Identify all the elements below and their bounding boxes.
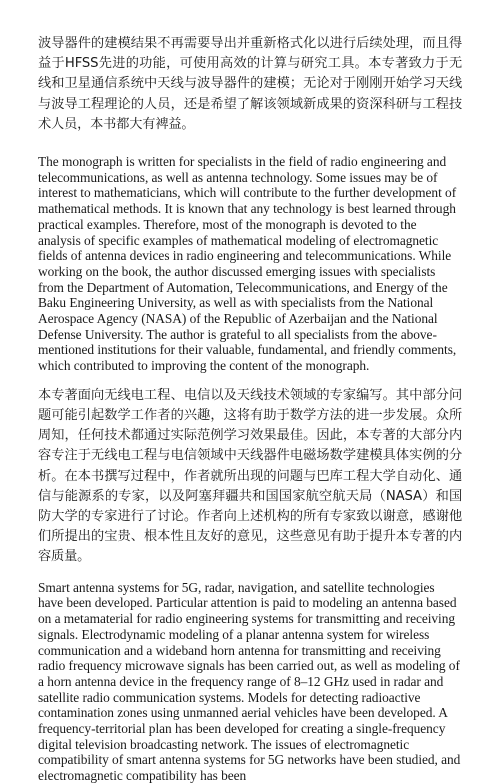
chinese-paragraph-audience: 本专著面向无线电工程、电信以及天线技术领域的专家编写。其中部分问题可能引起数学工作者的兴趣，这将有助于数学方法的进一步发展。众所周知，任何技术都通过实际范例学习效果最佳。因此，本专著的大部分内容专注于无线电工程与电信领域中天线器件电磁场数学建模具体实例的分析。在本书撰写过程中，作者就所出现的问题与巴库工程大学自动化、通信与能源系的专家，以及阿塞拜疆共和国国家航空航天局（NASA）和国防大学的专家进行了讨论。作者向上述机构的所有专家致以谢意，感谢他们所提出的宝贵、根本性且友好的意见，这些意见有助于提升本专著的内容质量。 xyxy=(38,387,462,565)
english-paragraph-audience: The monograph is written for specialists in the field of radio engineering and telecommunications, as well as antenna technology. Some issues may be of interest to mathematicians, which will contribute to the further development of mathematical methods. It is known that any technology is best learned through practical examples. Therefore, most of the monograph is devoted to the analysis of specific examples of mathematical modeling of electromagnetic fields of antenna devices in radio engineering and telecommunications. While working on the book, the author discussed emerging issues with specialists from the Department of Automation, Telecommunications, and Energy of the Baku Engineering University, as well as with specialists from the National Aerospace Agency (NASA) of the Republic of Azerbaijan and the National Defense University. The author is grateful to all specialists from the above-mentioned institutions for their valuable, fundamental, and friendly comments, which contributed to improving the content of the monograph. xyxy=(38,154,457,374)
english-paragraph-smart-antennas: Smart antenna systems for 5G, radar, navigation, and satellite technologies have been developed. Particular attention is paid to modeling an antenna based on a metamaterial for radio engineering systems for transmitting and receiving signals. Electrodynamic modeling of a planar antenna system for wireless communication and a wideband horn antenna for transmitting and receiving radio frequency microwave signals has been carried out, as well as modeling of a horn antenna device in the frequency range of 8–12 GHz used in radar and satellite radio communication systems. Models for detecting radioactive contamination zones using unmanned aerial vehicles have been developed. A frequency-territorial plan has been developed for creating a single-frequency digital television broadcasting network. The issues of electromagnetic compatibility of smart antenna systems for 5G networks have been studied, and electromagnetic compatibility has been xyxy=(38,579,461,784)
chinese-paragraph-modeling-intro: 波导器件的建模结果不再需要导出并重新格式化以进行后续处理，而且得益于HFSS先进的功能，可使用高效的计算与研究工具。本专著致力于无线和卫星通信系统中天线与波导器件的建模；无论对于刚刚开始学习天线与波导工程理论的人员，还是希望了解该领域新成果的资深科研与工程技术人员，本书都大有裨益。 xyxy=(38,36,462,132)
document-page xyxy=(38,34,462,784)
